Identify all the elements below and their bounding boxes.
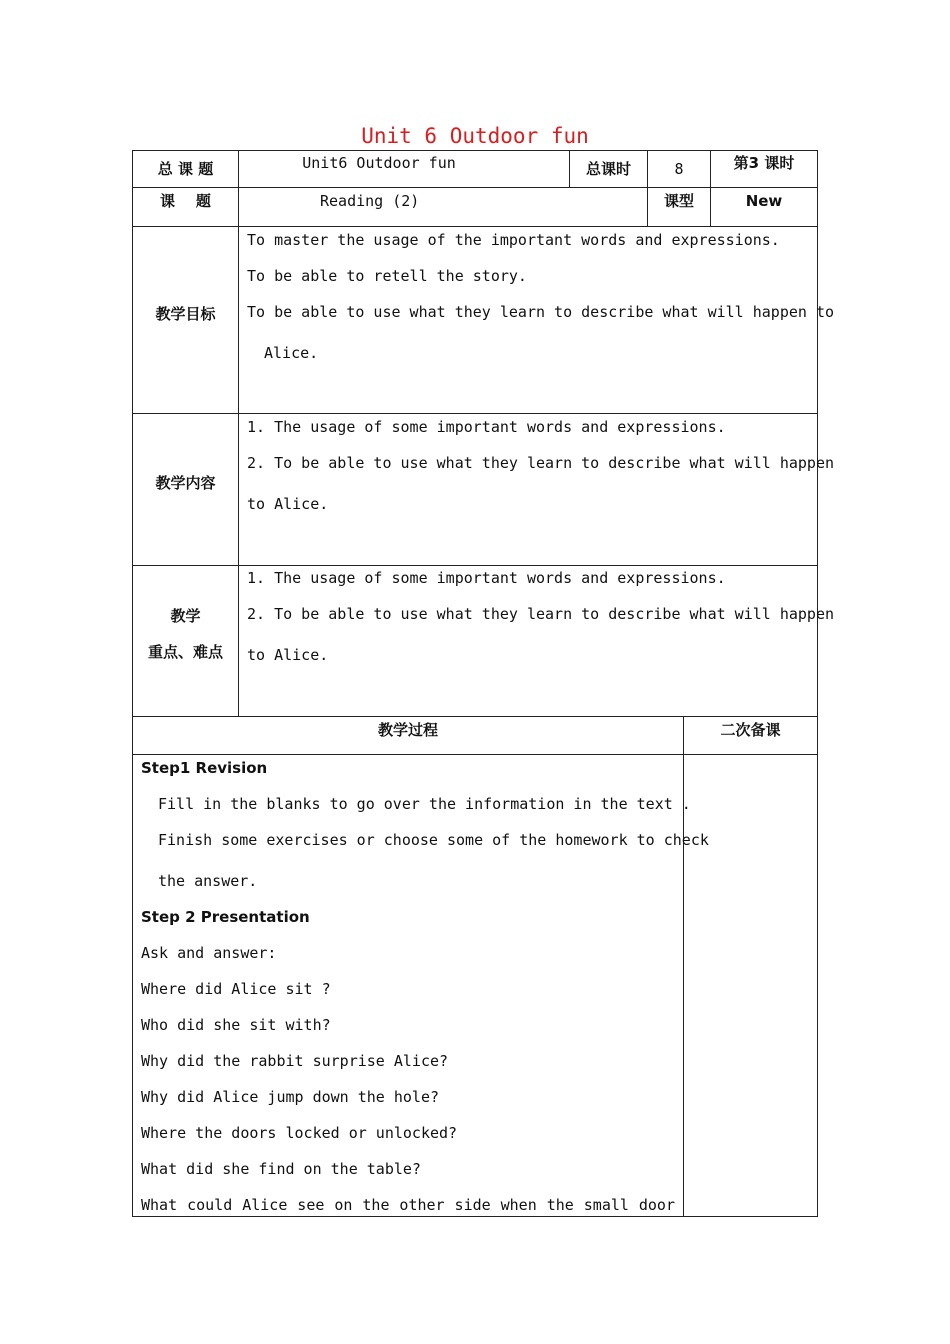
step2-line: Why did the rabbit surprise Alice? xyxy=(141,1052,449,1070)
objective-line: To be able to retell the story. xyxy=(247,267,527,285)
content-line: to Alice. xyxy=(247,495,329,513)
key-point-line: to Alice. xyxy=(247,646,329,664)
step2-line: Where the doors locked or unlocked? xyxy=(141,1124,458,1142)
key-point-line: 1. The usage of some important words and expressions. xyxy=(247,569,726,587)
key-points-label: 教学 xyxy=(170,607,201,625)
step1-line: Finish some exercises or choose some of the homework to check xyxy=(158,831,709,849)
step2-line: Why did Alice jump down the hole? xyxy=(141,1088,440,1106)
key-point-line: 2. To be able to use what they learn to describe what will happen xyxy=(247,605,834,623)
step2-line: Where did Alice sit ? xyxy=(141,980,331,998)
total-hours-value: 8 xyxy=(674,160,684,178)
objective-line: Alice. xyxy=(264,344,319,362)
step1-line: the answer. xyxy=(158,872,258,890)
content-label: 教学内容 xyxy=(155,474,216,492)
step1-line: Fill in the blanks to go over the information in the text . xyxy=(158,795,691,813)
process-label: 教学过程 xyxy=(377,721,438,739)
key-points-label-2: 重点、难点 xyxy=(147,643,223,661)
step2-line: What did she find on the table? xyxy=(141,1160,421,1178)
step2-line: Who did she sit with? xyxy=(141,1016,331,1034)
step1-title: Step1 Revision xyxy=(141,759,268,777)
step2-line: What could Alice see on the other side when the small door xyxy=(141,1196,675,1214)
step2-line: Ask and answer: xyxy=(141,944,277,962)
page-title: Unit 6 Outdoor fun xyxy=(361,124,589,148)
total-topic-value: Unit6 Outdoor fun xyxy=(302,154,456,172)
content-line: 1. The usage of some important words and expressions. xyxy=(247,418,726,436)
total-hours-label: 总课时 xyxy=(585,160,631,178)
lesson-number: 第3 课时 xyxy=(733,154,795,172)
topic-value: Reading (2) xyxy=(320,192,420,210)
objectives-label: 教学目标 xyxy=(155,305,216,323)
content-line: 2. To be able to use what they learn to describe what will happen xyxy=(247,454,834,472)
notes-label: 二次备课 xyxy=(720,721,781,739)
topic-label: 课 题 xyxy=(160,192,211,210)
type-label: 课型 xyxy=(663,192,694,210)
step2-title: Step 2 Presentation xyxy=(141,908,310,926)
objective-line: To be able to use what they learn to describe what will happen to xyxy=(247,303,834,321)
total-topic-label: 总 课 题 xyxy=(157,160,214,178)
type-value: New xyxy=(745,192,783,210)
objective-line: To master the usage of the important words and expressions. xyxy=(247,231,780,249)
